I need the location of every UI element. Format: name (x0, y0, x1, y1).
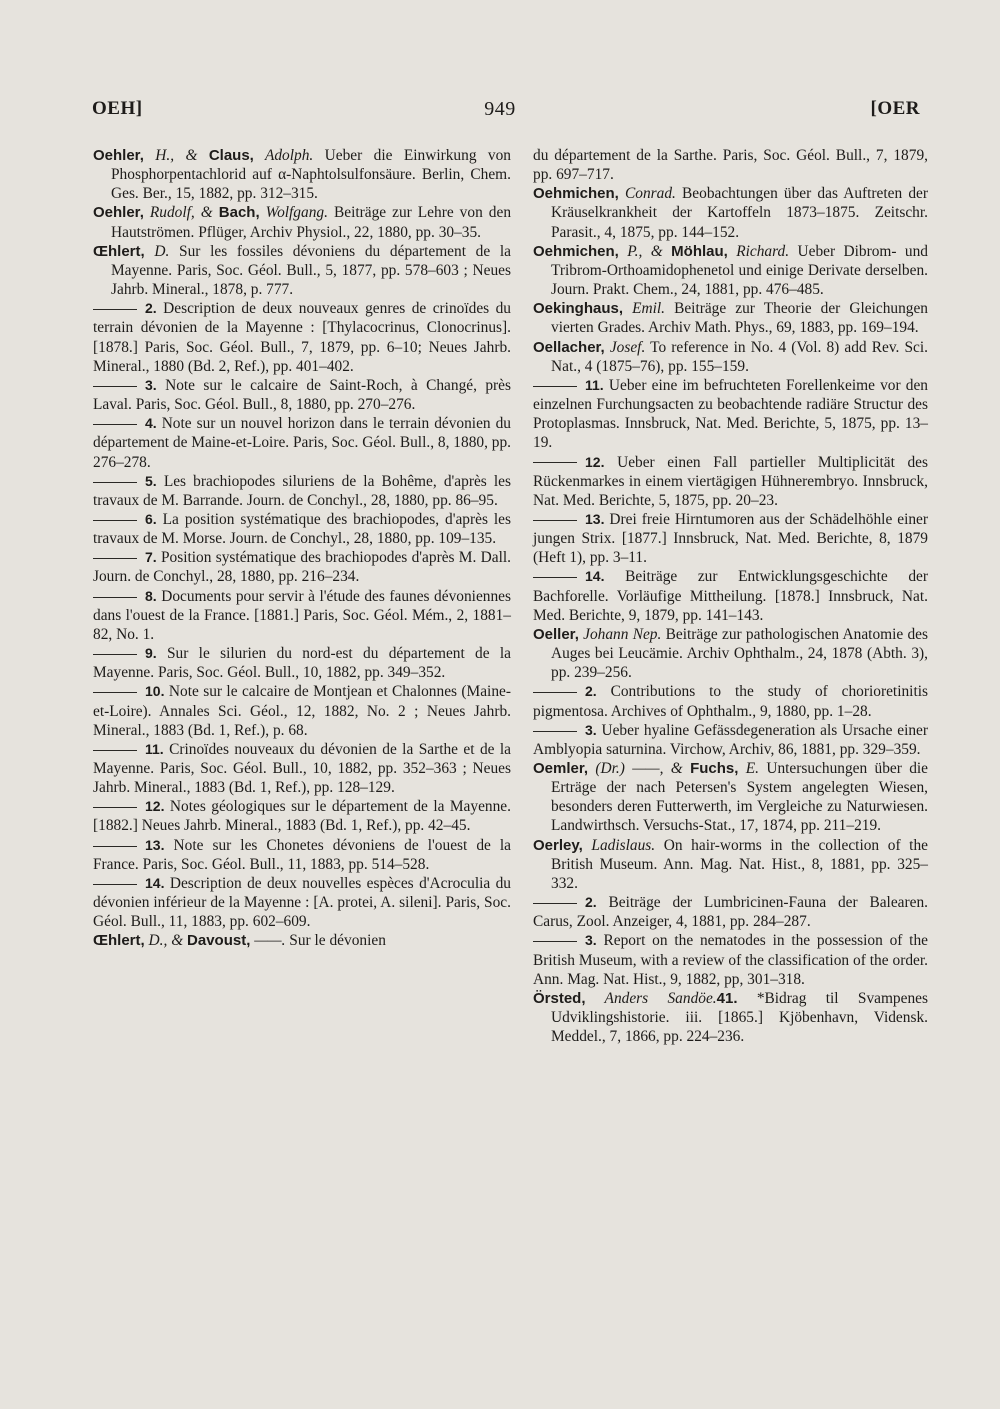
entry-text: Note sur le calcaire de Montjean et Chalonnes (Maine-et-Loire). Annales Sci. Géol., 12, 1882, No. 2 ; Neues Jahrb. Mineral., 1883 (Bd. 1, Ref.), p. 68. (93, 683, 511, 739)
ditto-rule (93, 807, 137, 808)
ditto-rule (533, 520, 577, 521)
left-column (93, 146, 511, 951)
entry-text: Sur le silurien du nord-est du département de la Mayenne. Paris, Soc. Géol. Bull., 10, 1882, pp. 349–352. (93, 645, 511, 682)
sub-entry (533, 567, 928, 624)
author-surname: Oehmichen, (533, 185, 619, 203)
author-surname: Oellacher, (533, 338, 605, 356)
sub-entry (93, 644, 511, 682)
coauthor-forename: Wolfgang. (259, 204, 328, 222)
ditto-rule (533, 577, 577, 578)
author-forename: Johann Nep. (578, 625, 662, 643)
ditto-rule (93, 846, 137, 847)
entry-text: Beiträge zur Theorie der Gleichungen vierten Grades. Archiv Math. Phys., 69, 1883, pp. 169–194. (551, 300, 928, 337)
sub-entry (93, 414, 511, 471)
entry-text: Beiträge zur pathologischen Anatomie des Auges bei Leucämie. Archiv Ophthalm., 24, 1878 (Abth. 3), pp. 239–256. (551, 625, 928, 682)
coauthor-surname: Davoust, (187, 932, 251, 950)
entry-number: 9. (145, 645, 157, 662)
entry-text: Beiträge zur Entwicklungsgeschichte der Bachforelle. Vorläufige Mittheilung. [1878.] Innsbruck, Nat. Med. Berichte, 9, 1879, pp. 141–143. (533, 568, 928, 624)
entry-text: Description de deux nouveaux genres de crinoïdes du terrain dévonien de la Mayenne : [Thylacocrinus, Clonocrinus]. [1878.] Paris, Soc. Géol. Bull., 7, 1879, pp. 6–10; Neues Jahrb. Mineral., 1880 (Bd. 2, Ref.), pp. 401–402. (93, 300, 511, 375)
sub-entry (93, 472, 511, 510)
entry-text: Beiträge zur Lehre von den Hautströmen. Pflüger, Archiv Physiol., 22, 1880, pp. 30–35. (111, 204, 512, 241)
author-forename: (Dr.) ——, & (588, 760, 691, 777)
ditto-rule (533, 903, 577, 904)
entry-text: Crinoïdes nouveaux du dévonien de la Sarthe et de la Mayenne. Paris, Soc. Géol. Bull., 10, 1882, pp. 352–363 ; Neues Jahrb. Mineral., 1883 (Bd. 1, Ref.), pp. 128–129. (93, 740, 511, 797)
bibliography-entry (93, 203, 511, 241)
bibliography-entry (533, 989, 928, 1046)
ditto-rule (93, 597, 137, 598)
sub-entry (93, 548, 511, 586)
author-forename: H., & (143, 147, 209, 164)
sub-entry (93, 587, 511, 644)
author-surname: Oerley, (533, 836, 583, 854)
bibliography-entry (533, 759, 928, 836)
ditto-rule (93, 692, 137, 693)
author-surname: Oehler, (93, 204, 144, 222)
running-head-right: [OER (870, 98, 920, 119)
coauthor-forename: ——. (250, 932, 286, 950)
entry-number: 14. (145, 874, 165, 891)
entry-text: du département de la Sarthe. Paris, Soc. Géol. Bull., 7, 1879, pp. 697–717. (533, 147, 928, 184)
sub-entry (533, 931, 928, 988)
ditto-rule (93, 520, 137, 521)
bibliography-entry (533, 625, 928, 682)
entry-number: 3. (585, 932, 597, 949)
ditto-rule (93, 558, 137, 559)
sub-entry (93, 836, 511, 874)
entry-text: Ueber Dibrom- und Tribrom-Orthoamidophenetol und einige Derivate derselben. Journ. Prakt. Chem., 24, 1881, pp. 476–485. (551, 242, 928, 299)
entry-text: Beobachtungen über das Auftreten der Kräuselkrankheit der Kartoffeln 1873–1875. Zeitschr. Parasit., 4, 1875, pp. 144–152. (551, 185, 928, 241)
entry-text: Note sur les Chonetes dévoniens de l'ouest de la France. Paris, Soc. Géol. Bull., 11, 1883, pp. 514–528. (93, 836, 511, 873)
ditto-rule (93, 386, 137, 387)
sub-entry (93, 510, 511, 548)
bibliography-entry (93, 931, 511, 950)
entry-number: 2. (585, 683, 597, 700)
sub-entry (533, 682, 928, 720)
author-forename: Rudolf, & (143, 204, 219, 222)
ditto-rule (533, 386, 577, 387)
sub-entry (533, 893, 928, 931)
entry-text: Sur les fossiles dévoniens du département de la Mayenne. Paris, Soc. Géol. Bull., 5, 1877, pp. 578–603 ; Neues Jahrb. Mineral., 1878, p. 777. (111, 242, 511, 299)
entry-text: Report on the nematodes in the possession of the British Museum, with a review of the classification of the order. Ann. Mag. Nat. Hist., 9, 1882, pp, 301–318. (533, 932, 928, 988)
entry-text: Beiträge der Lumbricinen-Fauna der Balearen. Carus, Zool. Anzeiger, 4, 1881, pp. 284–287. (533, 894, 928, 931)
ditto-rule (533, 462, 577, 463)
sub-entry (533, 510, 928, 567)
ditto-rule (533, 941, 577, 942)
ditto-rule (93, 750, 137, 751)
author-forename: Josef. (604, 338, 646, 356)
entry-text: Les brachiopodes siluriens de la Bohême, d'après les travaux de M. Barrande. Journ. de Conchyl., 28, 1880, pp. 86–95. (93, 472, 511, 509)
sub-entry (93, 874, 511, 931)
bibliography-entry (533, 338, 928, 376)
sub-entry (93, 797, 511, 835)
sub-entry (93, 376, 511, 414)
author-forename: Ladislaus. (582, 836, 656, 854)
coauthor-forename: Adolph. (253, 147, 314, 164)
entry-number: 11. (585, 376, 604, 393)
entry-text: Ueber hyaline Gefässdegeneration als Ursache einer Amblyopia saturnina. Virchow, Archiv, 86, 1881, pp. 329–359. (533, 721, 928, 758)
author-surname: Örsted, (533, 989, 586, 1007)
sub-entry (533, 721, 928, 759)
sub-entry (93, 682, 511, 739)
author-surname: Œhlert, (93, 242, 145, 260)
ditto-rule (93, 482, 137, 483)
entry-number: 10. (145, 683, 165, 700)
entry-text: Documents pour servir à l'étude des faunes dévoniennes dans l'ouest de la France. [1881.] Paris, Soc. Géol. Mém., 2, 1881–82, No. 1. (93, 587, 511, 643)
sub-entry (533, 453, 928, 510)
running-head-left: OEH] (92, 98, 143, 119)
entry-text: *Bidrag til Svampenes Udviklingshistorie. iii. [1865.] Kjöbenhavn, Vidensk. Meddel., 7, 1866, pp. 224–236. (551, 989, 928, 1046)
entry-text: La position systématique des brachiopodes, d'après les travaux de M. Morse. Journ. de Conchyl., 28, 1880, pp. 109–135. (93, 510, 511, 548)
bibliography-entry (533, 184, 928, 241)
entry-number: 11. (145, 740, 164, 757)
coauthor-surname: 41. (716, 989, 738, 1007)
author-forename: D., & (144, 932, 188, 950)
entry-text: Note sur un nouvel horizon dans le terrain dévonien du département de Maine-et-Loire. Paris, Soc. Géol. Bull., 8, 1880, pp. 276–278. (93, 415, 512, 471)
entry-number: 6. (145, 510, 157, 527)
entry-text: Position systématique des brachiopodes d'après M. Dall. Journ. de Conchyl., 28, 1880, pp. 216–234. (93, 549, 511, 586)
author-surname: Oehler, (93, 147, 144, 164)
author-forename: Conrad. (618, 185, 676, 203)
ditto-rule (93, 884, 137, 885)
coauthor-surname: Claus, (208, 147, 254, 164)
entry-text: Notes géologiques sur le département de la Mayenne. [1882.] Neues Jahrb. Mineral., 1883 (Bd. 1, Ref.), pp. 42–45. (93, 798, 511, 835)
author-surname: Oehmichen, (533, 242, 619, 260)
entry-number: 5. (145, 472, 157, 489)
author-surname: Oeller, (533, 625, 579, 643)
entry-text: To reference in No. 4 (Vol. 8) add Rev. Sci. Nat., 4 (1875–76), pp. 155–159. (551, 338, 928, 375)
entry-number: 14. (585, 568, 605, 585)
entry-text: On hair-worms in the collection of the British Museum. Ann. Mag. Nat. Hist., 8, 1881, pp. 325–332. (551, 836, 928, 892)
bibliography-entry (93, 146, 511, 203)
entry-number: 2. (145, 300, 157, 317)
ditto-rule (533, 731, 577, 732)
bibliography-entry (533, 242, 928, 299)
author-surname: Oekinghaus, (533, 300, 624, 318)
entry-text: Ueber die Einwirkung von Phosphorpentachlorid auf α-Naphtolsulfonsäure. Berlin, Chem. Ges. Ber., 15, 1882, pp. 312–315. (111, 147, 511, 203)
entry-number: 13. (585, 510, 605, 527)
entry-number: 2. (585, 894, 597, 911)
entry-text: Description de deux nouvelles espèces d'Acroculia du dévonien inférieur de la Mayenne : [A. protei, A. sileni]. Paris, Soc. Géol. Bull., 11, 1883, pp. 602–609. (93, 874, 511, 931)
entry-text: Untersuchungen über die Erträge der nach Petersen's System angelegten Wiesen, besonders deren Futterwerth, im Vergleiche zu Naturwiesen. Landwirthsch. Versuchs-Stat., 17, 1874, pp. 211–219. (551, 760, 929, 835)
coauthor-surname: Bach, (218, 204, 260, 222)
bibliography-entry (533, 299, 928, 337)
coauthor-forename: Richard. (727, 242, 790, 260)
author-forename: D. (144, 242, 170, 260)
coauthor-forename: E. (738, 760, 759, 777)
ditto-rule (93, 654, 137, 655)
sub-entry (533, 376, 928, 453)
author-surname: Oemler, (533, 760, 589, 777)
entry-number: 3. (585, 721, 597, 738)
ditto-rule (93, 309, 137, 310)
entry-number: 4. (145, 415, 157, 432)
coauthor-surname: Fuchs, (690, 760, 739, 777)
author-forename: P., & (618, 242, 672, 260)
bibliography-entry (533, 836, 928, 893)
sub-entry (93, 299, 511, 376)
entry-text: Contributions to the study of chorioretinitis pigmentosa. Archives of Ophthalm., 9, 1880, pp. 1–28. (533, 683, 928, 720)
entry-number: 12. (145, 798, 165, 815)
ditto-rule (533, 692, 577, 693)
author-surname: Œhlert, (93, 932, 145, 950)
coauthor-surname: Möhlau, (671, 242, 728, 260)
entry-number: 12. (585, 453, 605, 470)
bibliography-entry (93, 242, 511, 299)
entry-text: Note sur le calcaire de Saint-Roch, à Changé, près Laval. Paris, Soc. Géol. Bull., 8, 1880, pp. 270–276. (93, 376, 511, 414)
entry-number: 13. (145, 836, 165, 853)
entry-text: Sur le dévonien (285, 932, 386, 950)
entry-text: Ueber einen Fall partieller Multiplicität des Rückenmarkes in einem viertägigen Hühnerembryo. Innsbruck, Nat. Med. Berichte, 5, 1875, pp. 20–23. (533, 453, 928, 509)
entry-text: Drei freie Hirntumoren aus der Schädelhöhle einer jungen Strix. [1877.] Innsbruck, Nat. Med. Berichte, 8, 1879 (Heft 1), pp. 3–11. (533, 510, 928, 567)
entry-number: 3. (145, 376, 157, 393)
entry-number: 8. (145, 587, 157, 604)
entry-number: 7. (145, 549, 157, 566)
ditto-rule (93, 424, 137, 425)
entry-text: Ueber eine im befruchteten Forellenkeime vor den einzelnen Furchungsacten zu beobachtende radiäre Structur des Protoplasmas. Innsbruck, Nat. Med. Berichte, 5, 1875, pp. 13–19. (533, 376, 928, 452)
right-column (533, 146, 928, 1046)
continued-entry (533, 146, 928, 184)
page-number: 949 (484, 98, 516, 120)
author-forename: Anders Sandöe. (585, 989, 717, 1007)
sub-entry (93, 740, 511, 797)
author-forename: Emil. (623, 300, 666, 318)
